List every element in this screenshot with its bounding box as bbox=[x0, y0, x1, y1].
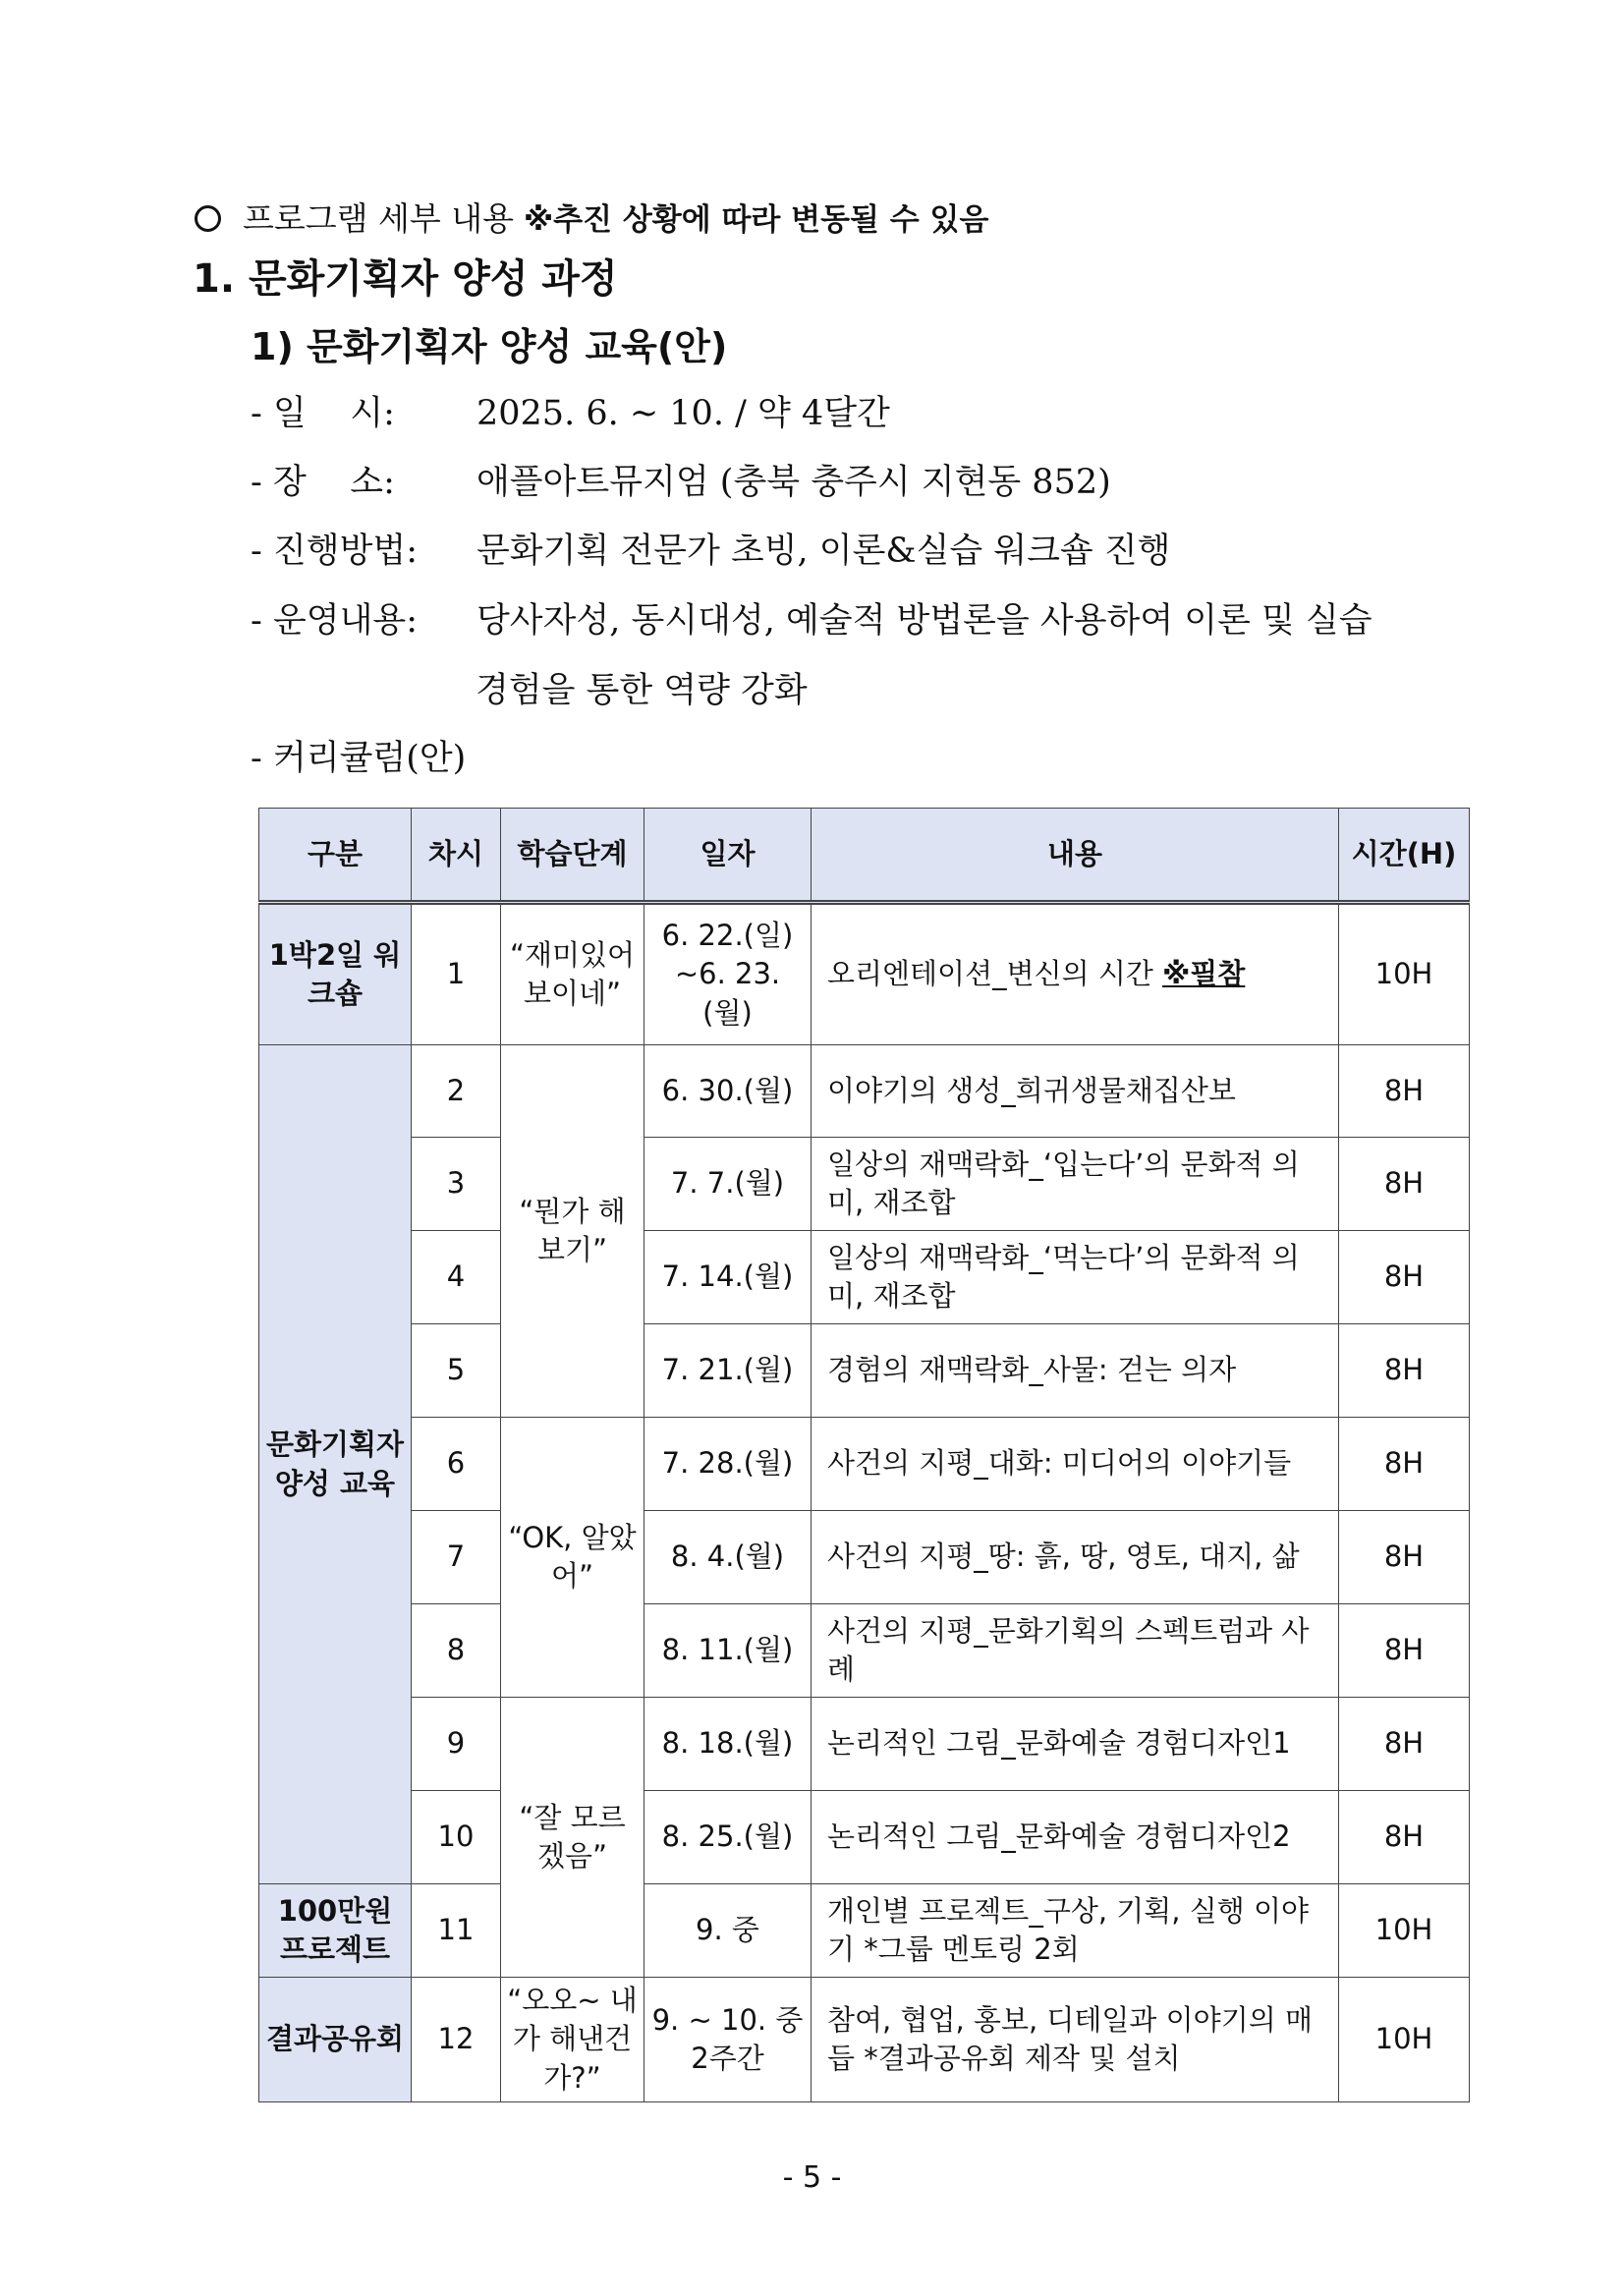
content-cell: 사건의 지평_대화: 미디어의 이야기들 bbox=[812, 1418, 1339, 1511]
subsection-title: 1) 문화기획자 양성 교육(안) bbox=[251, 325, 728, 368]
table-header-row bbox=[259, 809, 1470, 903]
detail-operation bbox=[251, 593, 1372, 643]
hours-cell: 8H bbox=[1339, 1138, 1470, 1231]
hours-cell: 10H bbox=[1339, 1978, 1470, 2102]
content-cell: 사건의 지평_땅: 흙, 땅, 영토, 대지, 삶 bbox=[812, 1511, 1339, 1604]
stage-cell: “재미있어 보이네” bbox=[501, 903, 644, 1045]
session-cell: 3 bbox=[412, 1138, 501, 1231]
category-cell: 1박2일 워크숍 bbox=[259, 903, 412, 1045]
page-number: - 5 - bbox=[782, 2160, 842, 2195]
table-row bbox=[259, 1511, 1470, 1604]
session-cell: 10 bbox=[412, 1791, 501, 1884]
date-cell: 6. 22.(일) ~6. 23.(월) bbox=[644, 903, 812, 1045]
date-cell: 8. 11.(월) bbox=[644, 1604, 812, 1698]
detail-value: 당사자성, 동시대성, 예술적 방법론을 사용하여 이론 및 실습 bbox=[476, 601, 1372, 641]
table-row bbox=[259, 903, 1470, 1045]
detail-schedule bbox=[251, 386, 890, 435]
date-cell: 9. 중 bbox=[644, 1884, 812, 1978]
detail-method bbox=[251, 524, 1171, 573]
hours-cell: 10H bbox=[1339, 1884, 1470, 1978]
curriculum-table bbox=[258, 808, 1470, 2102]
date-cell: 7. 21.(월) bbox=[644, 1324, 812, 1418]
stage-cell: “OK, 알았어” bbox=[501, 1418, 644, 1698]
hours-cell: 8H bbox=[1339, 1231, 1470, 1324]
content-cell: 사건의 지평_문화기획의 스펙트럼과 사례 bbox=[812, 1604, 1339, 1698]
session-cell: 9 bbox=[412, 1698, 501, 1791]
content-cell: 일상의 재맥락화_‘먹는다’의 문화적 의미, 재조합 bbox=[812, 1231, 1339, 1324]
hours-cell: 8H bbox=[1339, 1511, 1470, 1604]
detail-label: - 운영내용: bbox=[251, 601, 418, 641]
date-cell: 8. 25.(월) bbox=[644, 1791, 812, 1884]
content-cell: 이야기의 생성_희귀생물채집산보 bbox=[812, 1045, 1339, 1138]
table-row bbox=[259, 1698, 1470, 1791]
header-stage: 학습단계 bbox=[501, 809, 644, 903]
content-cell: 경험의 재맥락화_사물: 걷는 의자 bbox=[812, 1324, 1339, 1418]
header-date: 일자 bbox=[644, 809, 812, 903]
content-cell: 개인별 프로젝트_구상, 기획, 실행 이야기 *그룹 멘토링 2회 bbox=[812, 1884, 1339, 1978]
hours-cell: 8H bbox=[1339, 1324, 1470, 1418]
session-cell: 11 bbox=[412, 1884, 501, 1978]
hours-cell: 8H bbox=[1339, 1604, 1470, 1698]
hours-cell: 8H bbox=[1339, 1698, 1470, 1791]
table-row bbox=[259, 1978, 1470, 2102]
program-label: 프로그램 세부 내용 bbox=[243, 199, 515, 238]
session-cell: 2 bbox=[412, 1045, 501, 1138]
detail-label: - 진행방법: bbox=[251, 532, 418, 571]
date-cell: 7. 14.(월) bbox=[644, 1231, 812, 1324]
session-cell: 7 bbox=[412, 1511, 501, 1604]
content-cell: 논리적인 그림_문화예술 경험디자인1 bbox=[812, 1698, 1339, 1791]
required-note: ※필참 bbox=[1162, 957, 1246, 991]
content-cell: 논리적인 그림_문화예술 경험디자인2 bbox=[812, 1791, 1339, 1884]
detail-value: 애플아트뮤지엄 (충북 충주시 지현동 852) bbox=[476, 463, 1111, 502]
detail-operation-continued: 경험을 통한 역량 강화 bbox=[476, 671, 808, 710]
content-cell bbox=[812, 903, 1339, 1045]
table-row bbox=[259, 1324, 1470, 1418]
hours-cell: 8H bbox=[1339, 1791, 1470, 1884]
session-cell: 1 bbox=[412, 903, 501, 1045]
detail-label: - 장 소: bbox=[251, 463, 395, 502]
circle-bullet-icon bbox=[195, 205, 221, 232]
session-cell: 4 bbox=[412, 1231, 501, 1324]
session-cell: 12 bbox=[412, 1978, 501, 2102]
table-row bbox=[259, 1604, 1470, 1698]
section-title: 1. 문화기획자 양성 과정 bbox=[193, 256, 618, 302]
date-cell: 8. 4.(월) bbox=[644, 1511, 812, 1604]
hours-cell: 10H bbox=[1339, 903, 1470, 1045]
category-cell: 100만원 프로젝트 bbox=[259, 1884, 412, 1978]
date-cell: 8. 18.(월) bbox=[644, 1698, 812, 1791]
detail-location bbox=[251, 455, 1111, 504]
session-cell: 8 bbox=[412, 1604, 501, 1698]
content-cell: 일상의 재맥락화_‘입는다’의 문화적 의미, 재조합 bbox=[812, 1138, 1339, 1231]
header-session: 차시 bbox=[412, 809, 501, 903]
content-text: 오리엔테이션_변신의 시간 bbox=[827, 957, 1153, 991]
stage-cell: “뭔가 해보기” bbox=[501, 1045, 644, 1418]
header-content: 내용 bbox=[812, 809, 1339, 903]
category-cell: 결과공유회 bbox=[259, 1978, 412, 2102]
curriculum-label: - 커리큘럼(안) bbox=[251, 739, 467, 778]
detail-label: - 일 시: bbox=[251, 394, 395, 433]
date-cell: 7. 7.(월) bbox=[644, 1138, 812, 1231]
table-row bbox=[259, 1418, 1470, 1511]
table-row bbox=[259, 1045, 1470, 1138]
hours-cell: 8H bbox=[1339, 1418, 1470, 1511]
table-row bbox=[259, 1138, 1470, 1231]
category-cell: 문화기획자 양성 교육 bbox=[259, 1045, 412, 1884]
table-row bbox=[259, 1231, 1470, 1324]
program-note: ※추진 상황에 따라 변동될 수 있음 bbox=[524, 202, 989, 238]
program-details-line bbox=[195, 194, 988, 240]
detail-value: 2025. 6. ~ 10. / 약 4달간 bbox=[476, 394, 890, 433]
table-row bbox=[259, 1884, 1470, 1978]
hours-cell: 8H bbox=[1339, 1045, 1470, 1138]
stage-cell: “잘 모르겠음” bbox=[501, 1698, 644, 1978]
session-cell: 6 bbox=[412, 1418, 501, 1511]
header-hours: 시간(H) bbox=[1339, 809, 1470, 903]
content-cell: 참여, 협업, 홍보, 디테일과 이야기의 매듭 *결과공유회 제작 및 설치 bbox=[812, 1978, 1339, 2102]
date-cell: 6. 30.(월) bbox=[644, 1045, 812, 1138]
table-row bbox=[259, 1791, 1470, 1884]
session-cell: 5 bbox=[412, 1324, 501, 1418]
date-cell: 7. 28.(월) bbox=[644, 1418, 812, 1511]
detail-value: 문화기획 전문가 초빙, 이론&실습 워크숍 진행 bbox=[476, 532, 1171, 571]
header-category: 구분 bbox=[259, 809, 412, 903]
stage-cell: “오오~ 내가 해낸건가?” bbox=[501, 1978, 644, 2102]
date-cell: 9. ~ 10. 중 2주간 bbox=[644, 1978, 812, 2102]
